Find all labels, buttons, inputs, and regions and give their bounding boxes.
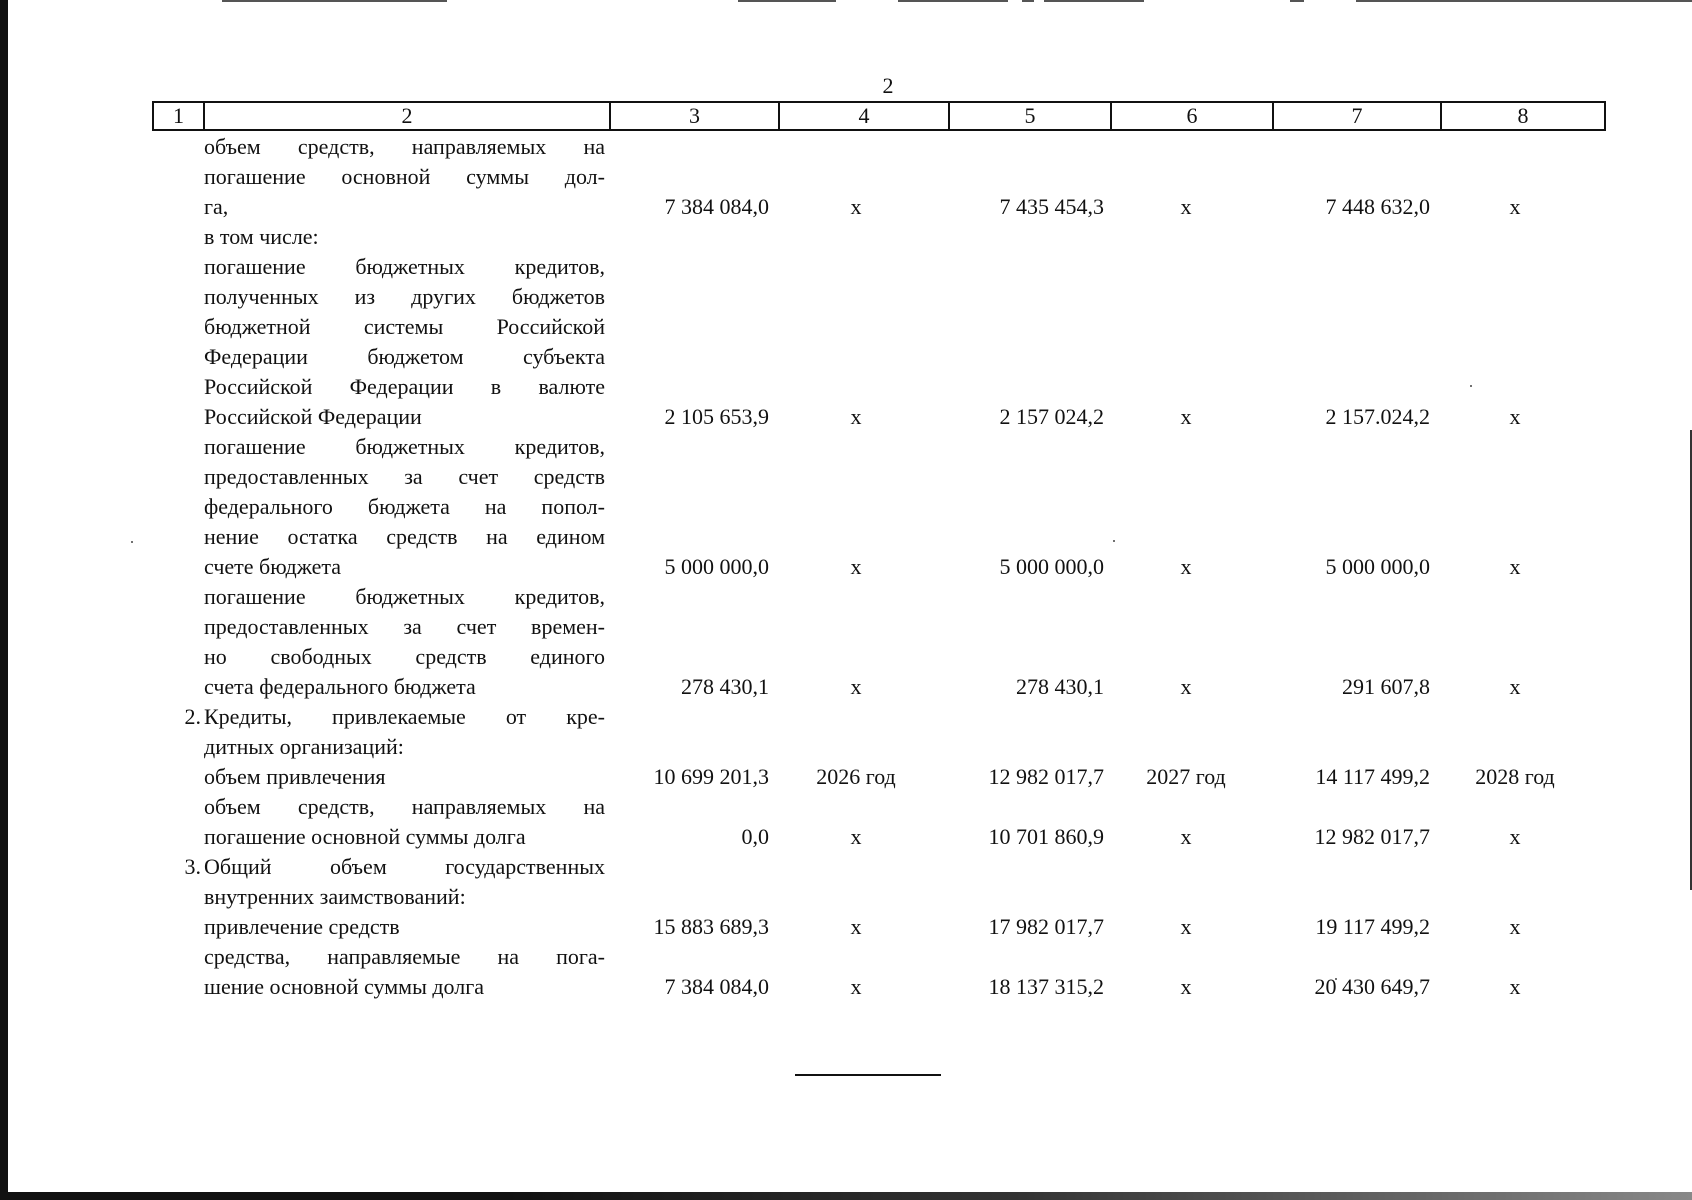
value-cell-col6: х <box>1180 554 1192 579</box>
value-cell-col6 <box>1106 702 1266 762</box>
borrowing-table-body <box>152 132 1598 1002</box>
value-cell-col5: 17 982 017,7 <box>988 914 1104 939</box>
description-line: нение остатка средств на едином <box>204 524 605 549</box>
description-line: объем привлечения <box>204 764 386 789</box>
scan-border-left <box>0 0 8 1192</box>
description-line: Российской Федерации в валюте <box>204 374 605 399</box>
value-cell-col8: 2028 год <box>1475 764 1555 789</box>
row-description <box>201 912 605 942</box>
value-cell-col6: х <box>1180 404 1192 429</box>
value-cell-col4: 2026 год <box>816 764 896 789</box>
value-cell-col7: 7 448 632,0 <box>1325 194 1430 219</box>
column-number-cell: 4 <box>779 102 949 130</box>
value-cell-col4 <box>772 702 940 762</box>
description-line: привлечение средств <box>204 914 400 939</box>
row-number <box>152 252 201 432</box>
value-cell-col7 <box>1266 852 1432 912</box>
table-row <box>152 252 1598 432</box>
table-row <box>152 702 1598 762</box>
row-number <box>152 942 201 1002</box>
value-cell-col8: х <box>1509 674 1521 699</box>
value-cell-col5: 5 000 000,0 <box>999 554 1104 579</box>
value-cell-col5: 12 982 017,7 <box>988 764 1104 789</box>
value-cell-col3: 7 384 084,0 <box>664 194 769 219</box>
row-description <box>201 852 605 912</box>
row-number <box>152 792 201 852</box>
description-line: средства, направляемые на пога- <box>204 944 605 969</box>
value-cell-col4: х <box>850 404 862 429</box>
value-cell-col3 <box>605 852 772 912</box>
row-description <box>201 432 605 582</box>
row-number: 2. <box>184 704 201 729</box>
scan-speck <box>131 541 133 543</box>
value-cell-col7: 5 000 000,0 <box>1325 554 1430 579</box>
value-cell-col3 <box>605 702 772 762</box>
description-line: Кредиты, привлекаемые от кре- <box>204 704 605 729</box>
page-number: 2 <box>882 73 894 98</box>
table-row <box>152 792 1598 852</box>
value-cell-col6: х <box>1180 674 1192 699</box>
column-number-cell: 7 <box>1273 102 1441 130</box>
table-row <box>152 762 1598 792</box>
table-row <box>152 942 1598 1002</box>
value-cell-col5 <box>940 702 1106 762</box>
value-cell-col4: х <box>850 824 862 849</box>
value-cell-col7: 291 607,8 <box>1342 674 1430 699</box>
row-number <box>152 432 201 582</box>
scan-border-bottom <box>0 1192 1692 1200</box>
scan-mark <box>898 0 1008 2</box>
description-line: дитных организаций: <box>204 734 404 759</box>
row-number <box>152 762 201 792</box>
value-cell-col4: х <box>850 974 862 999</box>
description-line: погашение основной суммы долга <box>204 824 526 849</box>
description-line: погашение бюджетных кредитов, <box>204 434 605 459</box>
column-number-cell: 2 <box>204 102 610 130</box>
value-cell-col8 <box>1432 702 1598 762</box>
value-cell-col4: х <box>850 674 862 699</box>
table-row <box>152 432 1598 582</box>
table-row <box>152 852 1598 912</box>
row-description <box>201 942 605 1002</box>
value-cell-col5: 7 435 454,3 <box>999 194 1104 219</box>
description-line: бюджетной системы Российской <box>204 314 605 339</box>
value-cell-col6: х <box>1180 974 1192 999</box>
table-row <box>152 582 1598 702</box>
row-description <box>201 702 605 762</box>
description-line: Российской Федерации <box>204 404 422 429</box>
scan-mark <box>1290 0 1304 2</box>
scan-mark <box>738 0 836 2</box>
value-cell-col6 <box>1106 852 1266 912</box>
description-line: га, <box>204 194 229 219</box>
description-line: Федерации бюджетом субъекта <box>204 344 605 369</box>
value-cell-col4: х <box>850 194 862 219</box>
value-cell-col8: х <box>1509 404 1521 429</box>
row-description <box>201 132 605 252</box>
row-number <box>152 582 201 702</box>
value-cell-col7: 19 117 499,2 <box>1315 914 1430 939</box>
description-line: но свободных средств единого <box>204 644 605 669</box>
value-cell-col8: х <box>1509 824 1521 849</box>
value-cell-col3: 2 105 653,9 <box>664 404 769 429</box>
column-number-cell: 6 <box>1111 102 1273 130</box>
value-cell-col4: х <box>850 554 862 579</box>
borrowing-table <box>152 132 1598 1002</box>
value-cell-col8: х <box>1509 914 1521 939</box>
description-line: полученных из других бюджетов <box>204 284 605 309</box>
value-cell-col8 <box>1432 852 1598 912</box>
scan-mark <box>222 0 447 2</box>
value-cell-col6: 2027 год <box>1146 764 1226 789</box>
value-cell-col5: 2 157 024,2 <box>999 404 1104 429</box>
description-line: предоставленных за счет средств <box>204 464 605 489</box>
value-cell-col5: 278 430,1 <box>1016 674 1104 699</box>
table-row <box>152 912 1598 942</box>
column-number-cell: 8 <box>1441 102 1605 130</box>
description-line: погашение основной суммы дол- <box>204 164 605 189</box>
scan-mark <box>1356 0 1692 2</box>
value-cell-col5: 10 701 860,9 <box>988 824 1104 849</box>
description-line: федерального бюджета на попол- <box>204 494 605 519</box>
description-line: в том числе: <box>204 224 319 249</box>
value-cell-col6: х <box>1180 194 1192 219</box>
value-cell-col5: 18 137 315,2 <box>988 974 1104 999</box>
value-cell-col4: х <box>850 914 862 939</box>
value-cell-col4 <box>772 852 940 912</box>
value-cell-col3: 7 384 084,0 <box>664 974 769 999</box>
row-description <box>201 792 605 852</box>
scan-mark <box>1022 0 1034 2</box>
value-cell-col8: х <box>1509 974 1521 999</box>
column-number-cell: 3 <box>610 102 779 130</box>
row-number <box>152 912 201 942</box>
description-line: счета федерального бюджета <box>204 674 476 699</box>
description-line: предоставленных за счет времен- <box>204 614 605 639</box>
value-cell-col5 <box>940 852 1106 912</box>
column-number-row <box>153 102 1605 130</box>
description-line: Общий объем государственных <box>204 854 605 879</box>
value-cell-col7: 12 982 017,7 <box>1314 824 1430 849</box>
row-description <box>201 582 605 702</box>
value-cell-col8: х <box>1509 554 1521 579</box>
description-line: внутренних заимствований: <box>204 884 466 909</box>
value-cell-col8: х <box>1509 194 1521 219</box>
value-cell-col3: 5 000 000,0 <box>664 554 769 579</box>
description-line: погашение бюджетных кредитов, <box>204 254 605 279</box>
value-cell-col3: 278 430,1 <box>681 674 769 699</box>
value-cell-col6: х <box>1180 914 1192 939</box>
column-number-cell: 1 <box>153 102 204 130</box>
value-cell-col6: х <box>1180 824 1192 849</box>
scan-mark <box>1044 0 1144 2</box>
value-cell-col3: 10 699 201,3 <box>653 764 769 789</box>
description-line: объем средств, направляемых на <box>204 134 605 159</box>
end-rule <box>795 1074 941 1076</box>
description-line: погашение бюджетных кредитов, <box>204 584 605 609</box>
row-description <box>201 252 605 432</box>
description-line: шение основной суммы долга <box>204 974 485 999</box>
value-cell-col7: 2 157.024,2 <box>1325 404 1430 429</box>
description-line: объем средств, направляемых на <box>204 794 605 819</box>
column-number-cell: 5 <box>949 102 1111 130</box>
row-number: 3. <box>184 854 201 879</box>
value-cell-col7: 14 117 499,2 <box>1315 764 1430 789</box>
value-cell-col7: 20 430 649,7 <box>1314 974 1430 999</box>
value-cell-col7 <box>1266 702 1432 762</box>
value-cell-col3: 0,0 <box>741 824 769 849</box>
table-row <box>152 132 1598 252</box>
row-number <box>152 132 201 252</box>
column-number-header <box>152 101 1606 131</box>
row-description <box>201 762 605 792</box>
description-line: счете бюджета <box>204 554 342 579</box>
value-cell-col3: 15 883 689,3 <box>653 914 769 939</box>
